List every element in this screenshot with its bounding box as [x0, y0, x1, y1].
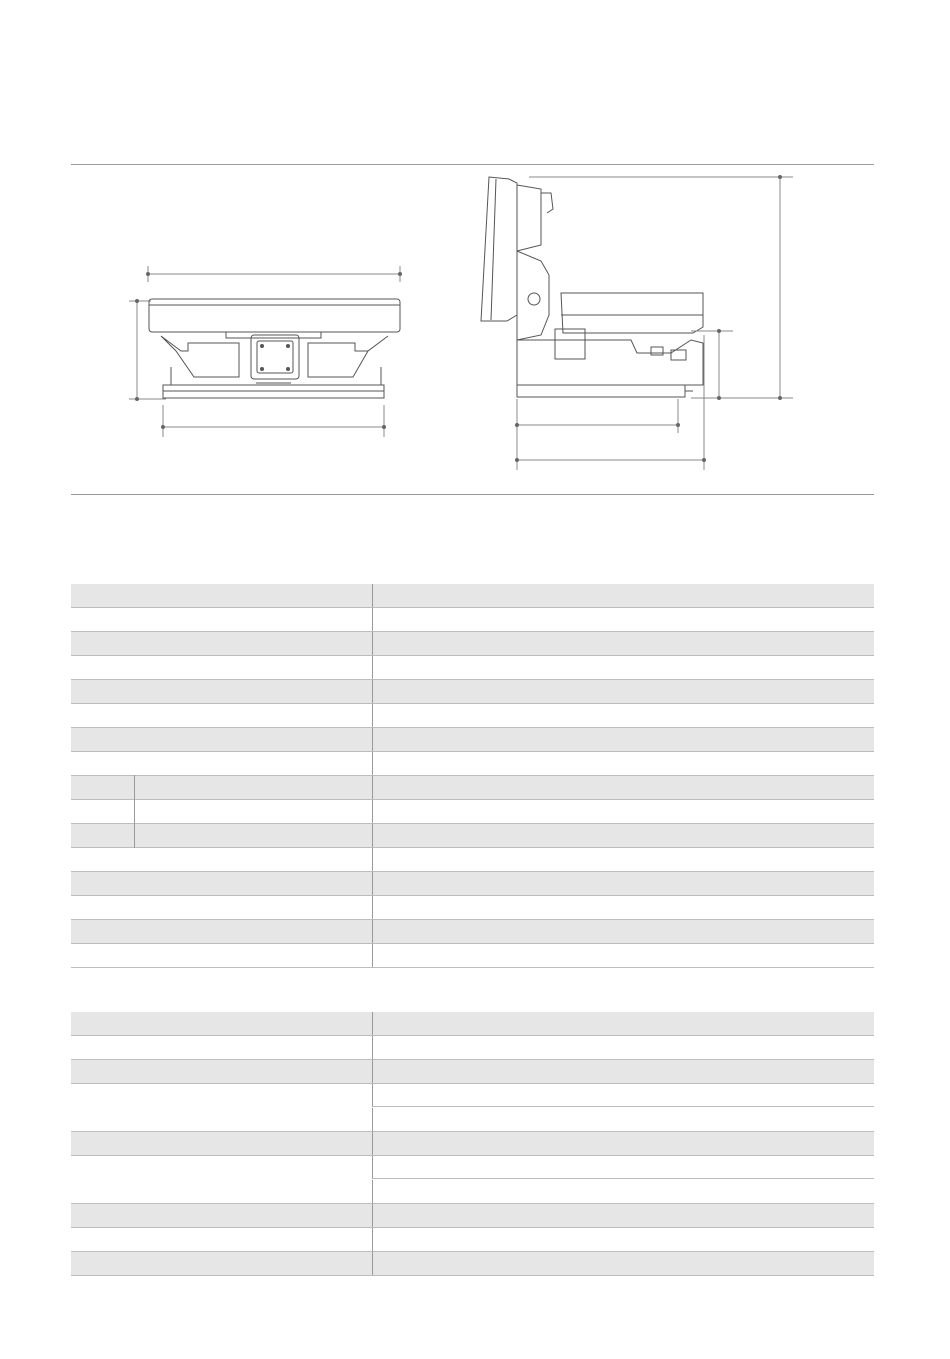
table-row — [71, 1156, 874, 1180]
row-value — [372, 800, 874, 823]
row-label — [71, 1228, 372, 1251]
sub-divider — [134, 823, 135, 848]
row-value — [372, 632, 874, 655]
row-value — [372, 944, 874, 967]
table-row — [71, 920, 874, 944]
table-row — [71, 752, 874, 776]
row-value — [372, 1252, 874, 1275]
table-row — [71, 632, 874, 656]
row-label — [71, 680, 372, 703]
row-label — [71, 1108, 372, 1131]
row-label — [71, 1012, 372, 1035]
row-value — [372, 1132, 874, 1155]
row-label — [71, 584, 372, 607]
table-row — [71, 1084, 874, 1108]
table-row — [71, 944, 874, 968]
table-row — [71, 1204, 874, 1228]
table-row — [71, 1012, 874, 1036]
row-value — [372, 1012, 874, 1035]
table-row — [71, 608, 874, 632]
row-value — [372, 896, 874, 919]
row-label — [71, 800, 372, 823]
table-row — [71, 872, 874, 896]
row-label — [71, 824, 372, 847]
table-row — [71, 584, 874, 608]
table-row — [71, 800, 874, 824]
table-row — [71, 1132, 874, 1156]
table-row — [71, 848, 874, 872]
row-value — [372, 584, 874, 607]
row-label — [71, 776, 372, 799]
row-label — [71, 608, 372, 631]
row-label — [71, 1132, 372, 1155]
row-value — [372, 1108, 874, 1131]
row-value — [372, 1060, 874, 1083]
dimension-drawing — [71, 165, 874, 495]
row-value — [372, 704, 874, 727]
sub-divider — [134, 775, 135, 800]
row-label — [71, 848, 372, 871]
row-label — [71, 1252, 372, 1275]
row-label — [71, 1060, 372, 1083]
table-row — [71, 704, 874, 728]
table-row — [71, 896, 874, 920]
front-view — [129, 266, 402, 437]
row-label — [71, 1084, 372, 1107]
row-label — [71, 944, 372, 967]
table-row — [71, 1108, 874, 1132]
table-row — [71, 1228, 874, 1252]
row-value — [372, 848, 874, 871]
row-label — [71, 704, 372, 727]
row-label — [71, 1180, 372, 1203]
row-value — [372, 608, 874, 631]
row-value — [372, 920, 874, 943]
bottom-rule — [71, 494, 874, 495]
row-label — [71, 896, 372, 919]
row-label — [71, 656, 372, 679]
table-row — [71, 824, 874, 848]
row-label — [71, 872, 372, 895]
table-row — [71, 680, 874, 704]
row-value — [372, 656, 874, 679]
table-row — [71, 776, 874, 800]
row-label — [71, 1156, 372, 1179]
row-label — [71, 1036, 372, 1059]
row-value — [372, 824, 874, 847]
row-value — [372, 1204, 874, 1227]
row-value — [372, 1156, 874, 1179]
row-value — [372, 1036, 874, 1059]
row-value — [372, 776, 874, 799]
table-row — [71, 1180, 874, 1204]
row-label — [71, 632, 372, 655]
spec-table-2 — [71, 1012, 874, 1276]
row-label — [71, 752, 372, 775]
table-row — [71, 728, 874, 752]
row-value — [372, 872, 874, 895]
table-row — [71, 1060, 874, 1084]
table-row — [71, 1036, 874, 1060]
row-label — [71, 1204, 372, 1227]
row-value — [372, 728, 874, 751]
table-row — [71, 656, 874, 680]
row-value — [372, 1180, 874, 1203]
table-row — [71, 1252, 874, 1276]
row-value — [372, 1084, 874, 1107]
row-label — [71, 728, 372, 751]
row-value — [372, 680, 874, 703]
spec-table-1 — [71, 584, 874, 968]
sub-divider — [134, 799, 135, 824]
row-value — [372, 1228, 874, 1251]
side-view — [481, 175, 793, 470]
row-value — [372, 752, 874, 775]
row-label — [71, 920, 372, 943]
